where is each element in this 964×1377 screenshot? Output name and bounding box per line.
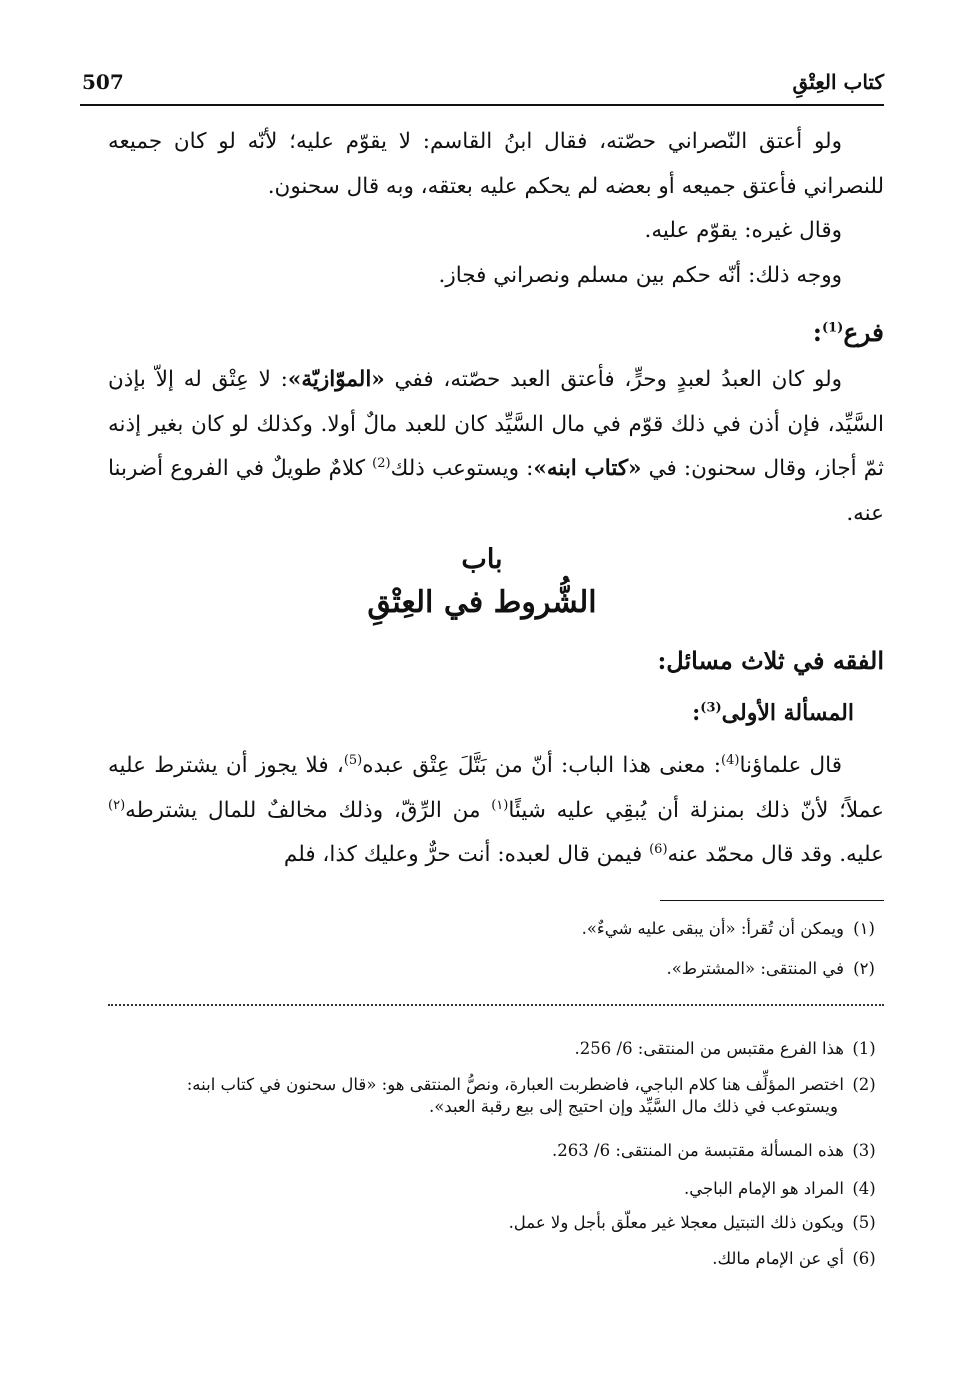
footnote-number: (5) [852,1213,876,1232]
far-label: فرع [843,318,884,347]
p4-c: : لا عِتْق له إلاّ بإذن السَّيِّد، فإن أذن في ذلك قوّم في مال السَّيِّد كان للعبد مالٌ أولا. وكذلك لو كان بغير إذنه ثمّ أجاز، وقال سحنون: في [108,367,884,481]
footnote-text: ويمكن أن تُقرأ: «أن يبقى عليه شيءٌ». [581,919,844,938]
paragraph-5 [108,744,884,878]
main-text-block-3 [108,744,884,878]
p5-ref-1: (4) [721,752,740,768]
page-number: 507 [82,70,124,94]
footnote-text: المراد هو الإمام الباجي. [683,1179,844,1198]
p5-f: فيمن قال لعبده: أنت حرٌّ وعليك كذا، فلم [283,842,650,867]
far-colon: : [812,318,822,347]
footnote-4 [108,1178,884,1200]
masala-colon: : [692,700,701,726]
chapter-title: الشُّروط في العِتْقِ [367,585,597,620]
footnote-rule [660,900,884,901]
footnote-continuation: ويستوعب في ذلك مال السَّيِّد وإن احتيج إلى بيع رقبة العبد». [428,1097,838,1116]
chapter-label: باب [461,544,503,575]
variant-footnote-1 [108,918,884,940]
p4-e: : ويستوعب ذلك [390,456,534,481]
footnote-2 [108,1074,884,1118]
fiqh-heading: الفقه في ثلاث مسائل: [657,646,884,675]
footnote-text: اختصر المؤلِّف هنا كلام الباجي، فاضطربت العبارة، ونصُّ المنتقى هو: «قال سحنون في كتاب ابنه: [186,1075,844,1094]
p5-ref-3: (١) [491,797,509,813]
footnote-text: هذه المسألة مقتبسة من المنتقى: 6/ 263. [552,1141,844,1160]
far-footnote-ref: (1) [821,320,844,336]
variant-footnote-2 [108,958,884,980]
footnote-number: (3) [852,1141,876,1160]
footnote-text: هذا الفرع مقتبس من المنتقى: 6/ 256. [574,1039,844,1058]
header-rule [80,104,884,106]
footnote-text: في المنتقى: «المشترط». [666,959,844,978]
running-header-title: كتاب العِتْقِ [792,70,884,94]
chapter-heading [0,540,964,626]
dotted-separator [108,1004,884,1006]
footnote-number: (2) [852,1075,876,1094]
p4-a: ولو كان العبدُ لعبدٍ وحرٍّ، فأعتق العبد حصّته، ففي [384,367,843,392]
masala-footnote-ref: (3) [700,700,722,716]
footnote-text: ويكون ذلك التبتيل معجلا غير معلّق بأجل ولا عمل. [508,1213,844,1232]
main-text-block-2 [108,358,884,536]
p5-ref-5: (6) [649,841,668,857]
section-heading-far [813,318,884,347]
footnote-number: (١) [853,919,875,938]
footnote-text: أي عن الإمام مالك. [712,1249,844,1268]
footnote-number: (6) [852,1249,876,1268]
paragraph-2: وقال غيره: يقوّم عليه. [644,218,842,243]
paragraph-1 [108,120,884,209]
p5-e: عليه. وقد قال محمّد عنه [667,842,884,867]
p5-b: : معنى هذا الباب: أنّ من بَتَّلَ عِتْق عبده [362,753,721,778]
p5-d: من الرِّقّ، وذلك مخالفٌ للمال يشترطه [125,797,492,823]
footnote-number: (1) [852,1039,876,1058]
footnote-5 [108,1212,884,1234]
footnote-number: (٢) [853,959,875,978]
p4-footnote-ref: (2) [372,455,391,471]
p5-ref-2: (5) [343,752,363,768]
paragraph-1-line-2: للنصراني فأعتق جميعه أو بعضه لم يحكم عليه بعتقه، وبه قال سحنون. [267,173,884,199]
paragraph-4 [108,358,884,536]
paragraph-1-line-1: ولو أعتق النّصراني حصّته، فقال ابنُ القاسم: لا يقوّم عليه؛ لأنّه لو كان جميعه [108,129,842,154]
p5-ref-4: (٢) [108,797,126,813]
masala-label: المسألة الأولى [721,700,854,726]
footnote-number: (4) [852,1179,876,1198]
p5-c: ، فلا يجوز أن يشترط عليه عملاً؛ لأنّ ذلك بمنزلة أن يُبقِي عليه شيئًا [108,753,884,823]
footnote-6 [108,1248,884,1270]
footnote-3 [108,1140,884,1162]
p4-f: كلامٌ طويلٌ في الفروع أضربنا عنه. [108,456,884,526]
masala-heading [692,700,854,726]
p5-a: قال علماؤنا [739,753,842,778]
footnote-1 [108,1038,884,1060]
p4-citation-2: «كتاب ابنه» [533,456,642,481]
paragraph-3: ووجه ذلك: أنّه حكم بين مسلم ونصراني فجاز. [438,262,842,288]
p4-citation-1: «الموّازيّة» [287,367,385,392]
main-text-block-1 [108,120,884,298]
